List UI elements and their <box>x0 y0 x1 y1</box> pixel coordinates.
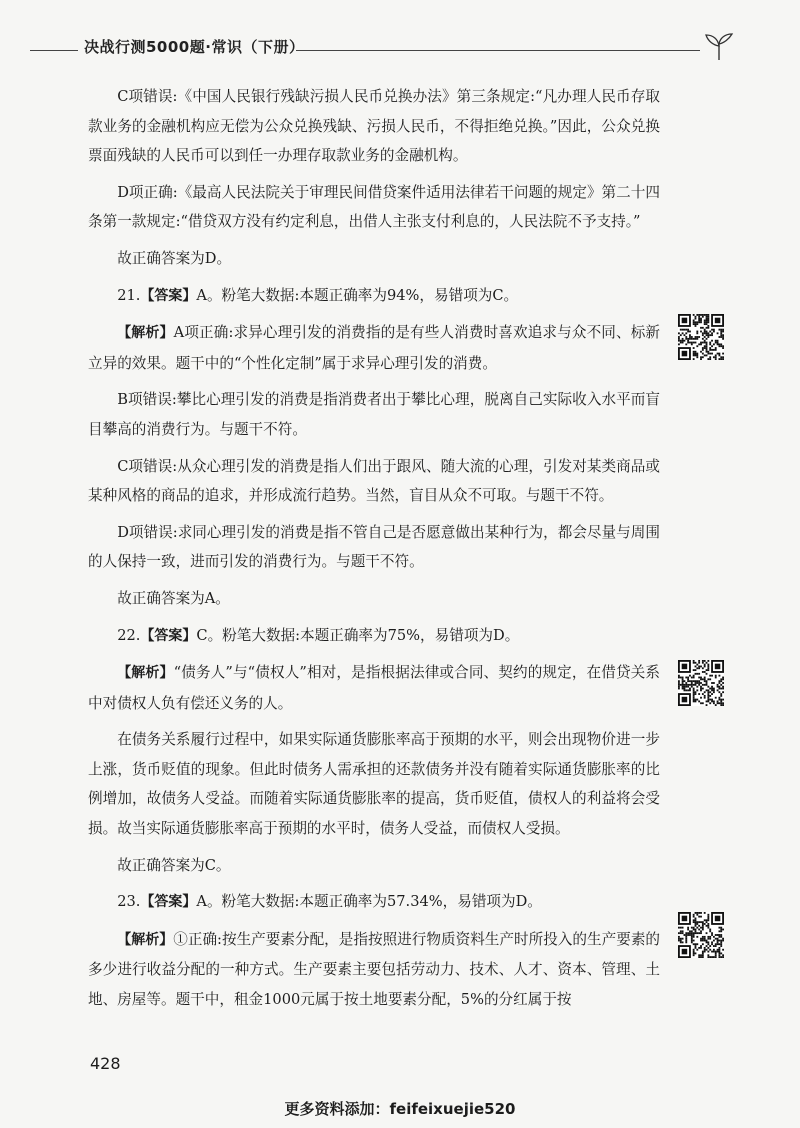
running-header <box>0 32 800 62</box>
paragraph-text: A。粉笔大数据:本题正确率为94%，易错项为C。 <box>196 286 519 304</box>
qr-code-icon[interactable] <box>678 660 724 706</box>
paragraph-text: ①正确:按生产要素分配，是指按照进行物质资料生产时所投入的生产要素的多少进行收益分配的一种方式。生产要素主要包括劳动力、技术、人才、资本、管理、土地、房屋等。题干中，租金1000元属于按土地要素分配，5%的分红属于按 <box>88 930 661 1009</box>
paragraph-text: C。粉笔大数据:本题正确率为75%，易错项为D。 <box>196 626 520 644</box>
answer-tag: 【答案】 <box>140 627 197 644</box>
footer-note: 更多资料添加：feifeixuejie520 <box>284 1100 516 1118</box>
header-rule-left <box>30 50 78 51</box>
analysis-tag: 【解析】 <box>117 931 174 948</box>
question-21-answer <box>88 281 660 312</box>
paragraph-text: 故正确答案为A。 <box>117 589 230 607</box>
page-number: 428 <box>90 1054 121 1073</box>
paragraph-text: 在债务关系履行过程中，如果实际通货膨胀率高于预期的水平，则会出现物价进一步上涨，货币贬值的现象。但此时债务人需承担的还款债务并没有随着实际通货膨胀率的比例增加，故债务人受益。而随着实际通货膨胀率的提高，货币贬值，债权人的利益将会受损。故当实际通货膨胀率高于预期的水平时，债务人受益，而债权人受损。 <box>88 731 660 838</box>
paragraph-text: “债务人”与“债权人”相对，是指根据法律或合同、契约的规定，在借贷关系中对债权人负有偿还义务的人。 <box>88 664 660 712</box>
paragraph-answer-a <box>88 584 660 614</box>
question-22-answer <box>88 621 660 652</box>
header-rule-right <box>296 50 700 51</box>
paragraph-text: 故正确答案为D。 <box>117 249 232 267</box>
paragraph-text: 故正确答案为C。 <box>117 856 231 874</box>
paragraph-d-item-lending <box>88 178 660 237</box>
question-number: 22. <box>117 626 141 644</box>
question-number: 21. <box>117 286 141 304</box>
paragraph-text: B项错误:攀比心理引发的消费是指消费者出于攀比心理，脱离自己实际收入水平而盲目攀高的消费行为。与题干不符。 <box>88 391 660 438</box>
paragraph-d-item-sameness <box>88 518 660 577</box>
paragraph-text: D项正确:《最高人民法院关于审理民间借贷案件适用法律若干问题的规定》第二十四条第一款规定:“借贷双方没有约定利息，出借人主张支付利息的，人民法院不予支持。” <box>88 183 660 231</box>
question-23-analysis <box>88 925 660 1015</box>
page-body <box>88 82 660 1015</box>
paragraph-c-item-banknote <box>88 82 660 171</box>
paragraph-text: A项正确:求异心理引发的消费指的是有些人消费时喜欢追求与众不同、标新立异的效果。题干中的“个性化定制”属于求异心理引发的消费。 <box>88 324 661 372</box>
answer-tag: 【答案】 <box>140 894 197 911</box>
paragraph-b-item-comparison <box>88 385 660 444</box>
question-number: 23. <box>117 893 141 911</box>
book-title: 决战行测5000题·常识（下册） <box>84 38 305 56</box>
paragraph-answer-c <box>88 851 660 881</box>
sprout-icon <box>702 32 736 62</box>
paragraph-answer-d <box>88 244 660 274</box>
paragraph-text: A。粉笔大数据:本题正确率为57.34%，易错项为D。 <box>196 893 542 911</box>
analysis-tag: 【解析】 <box>117 325 174 342</box>
paragraph-text: C项错误:从众心理引发的消费是指人们出于跟风、随大流的心理，引发对某类商品或某种风格的商品的追求，并形成流行趋势。当然，盲目从众不可取。与题干不符。 <box>88 457 660 505</box>
paragraph-c-item-conformity <box>88 452 660 511</box>
paragraph-text: C项错误:《中国人民银行残缺污损人民币兑换办法》第三条规定:“凡办理人民币存取款业务的金融机构应无偿为公众兑换残缺、污损人民币，不得拒绝兑换。”因此，公众兑换票面残缺的人民币可以到任一办理存取款业务的金融机构。 <box>88 88 660 165</box>
question-22-analysis <box>88 658 660 718</box>
paragraph-inflation <box>88 725 660 843</box>
qr-code-icon[interactable] <box>678 912 724 958</box>
paragraph-text: D项错误:求同心理引发的消费是指不管自己是否愿意做出某种行为，都会尽量与周围的人保持一致，进而引发的消费行为。与题干不符。 <box>88 523 660 571</box>
question-21-analysis <box>88 318 660 378</box>
qr-code-icon[interactable] <box>678 314 724 360</box>
answer-tag: 【答案】 <box>140 287 197 304</box>
question-23-answer <box>88 887 660 918</box>
analysis-tag: 【解析】 <box>117 665 174 682</box>
